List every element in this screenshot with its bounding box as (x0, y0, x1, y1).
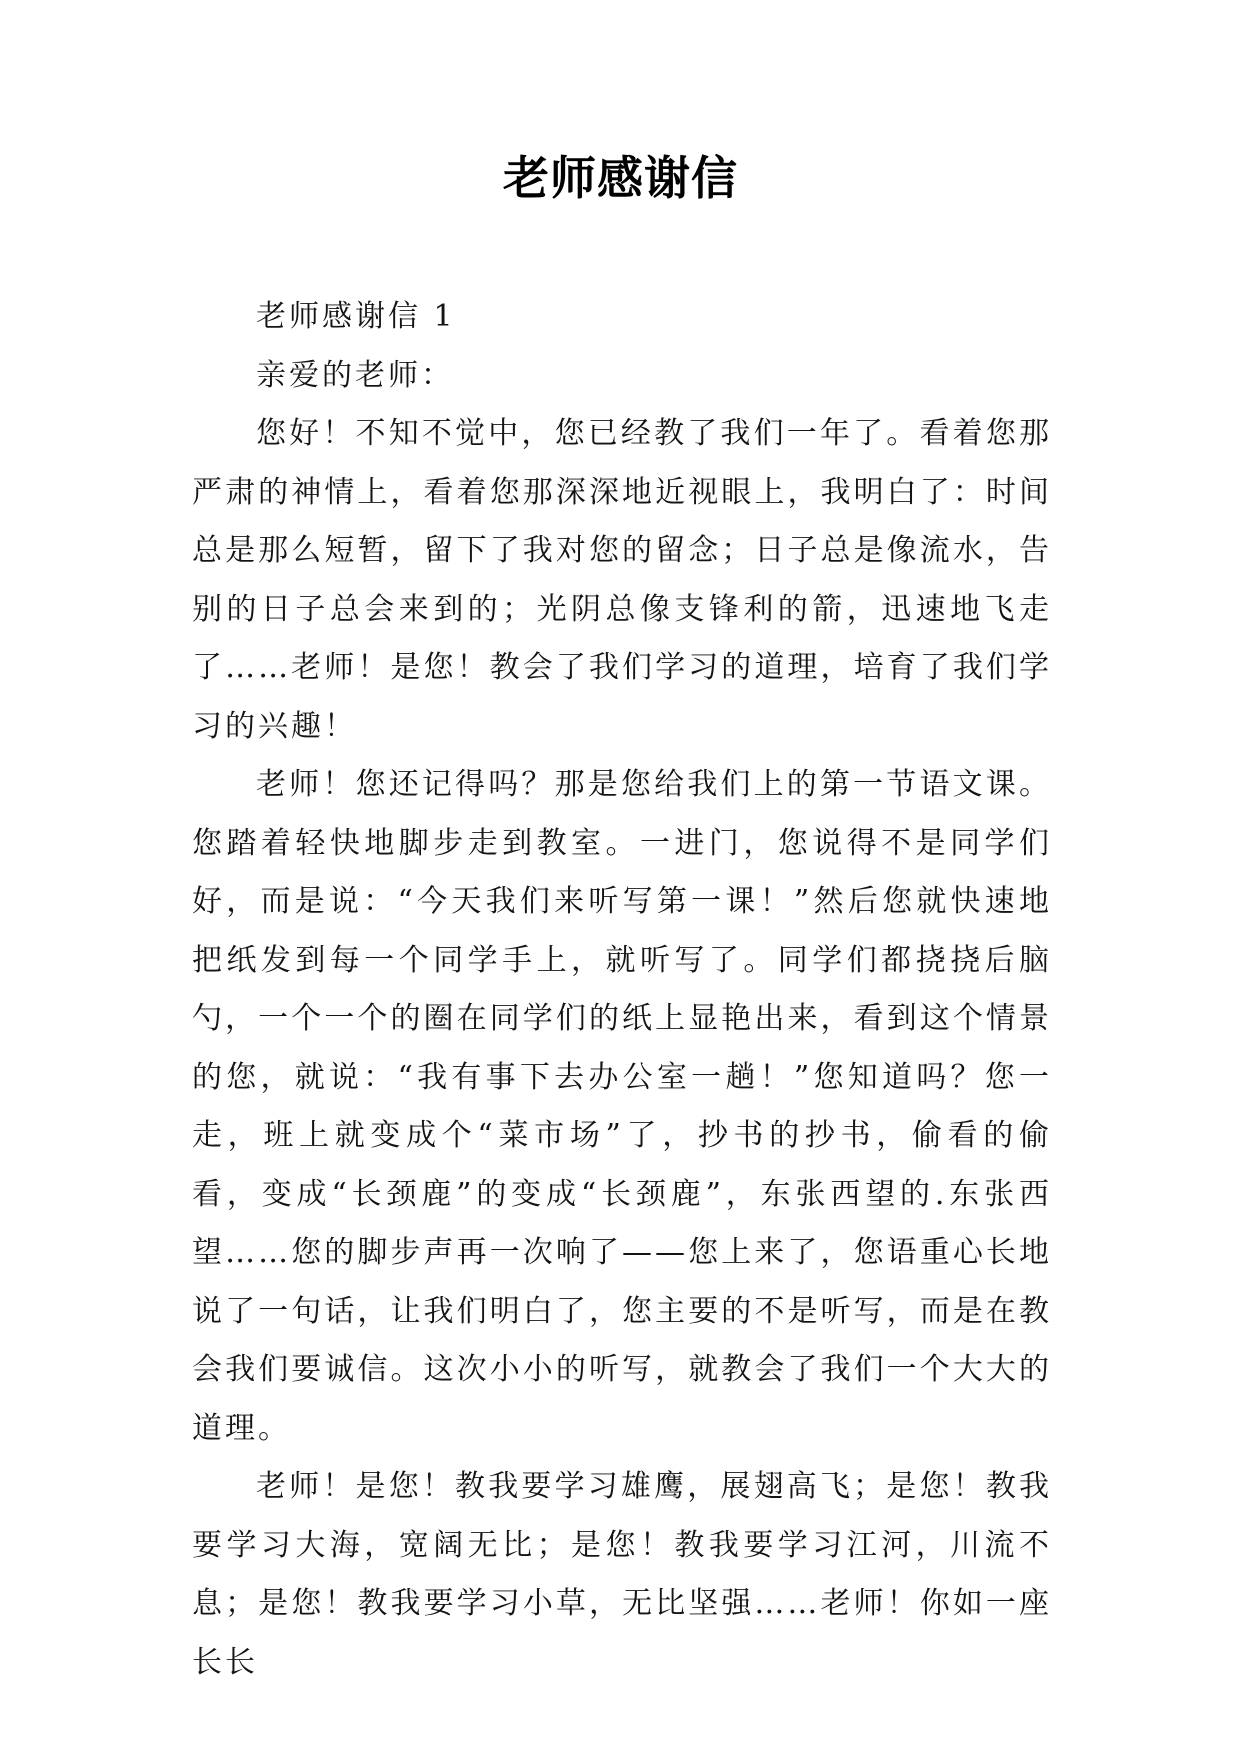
letter-salutation: 亲爱的老师： (256, 357, 454, 393)
document-title: 老师感谢信 (503, 151, 738, 205)
body-paragraph: 老师！您还记得吗？那是您给我们上的第一节语文课。您踏着轻快地脚步走到教室。一进门，您说得不是同学们好，而是说：“今天我们来听写第一课！”然后您就快速地把纸发到每一个同学手上，就听写了。同学们都挠挠后脑勺，一个一个的圈在同学们的纸上显艳出来，看到这个情景的您，就说：“我有事下去办公室一趟！”您知道吗？您一走，班上就变成个“菜市场”了，抄书的抄书，偷看的偷看，变成“长颈鹿”的变成“长颈鹿”，东张西望的.东张西望……您的脚步声再一次响了——您上来了，您语重心长地说了一句话，让我们明白了，您主要的不是听写，而是在教会我们要诚信。这次小小的听写，就教会了我们一个大大的道理。 (192, 767, 1052, 1446)
body-paragraph: 您好！不知不觉中，您已经教了我们一年了。看着您那严肃的神情上，看着您那深深地近视眼上，我明白了：时间总是那么短暂，留下了我对您的留念；日子总是像流水，告别的日子总会来到的；光阴总像支锋利的箭，迅速地飞走了……老师！是您！教会了我们学习的道理，培育了我们学习的兴趣！ (192, 416, 1052, 744)
document-body (192, 288, 1052, 1692)
body-paragraph: 老师！是您！教我要学习雄鹰，展翅高飞；是您！教我要学习大海，宽阔无比；是您！教我要学习江河，川流不息；是您！教我要学习小草，无比坚强……老师！你如一座长长 (192, 1469, 1052, 1680)
letter-heading: 老师感谢信 1 (256, 299, 456, 334)
